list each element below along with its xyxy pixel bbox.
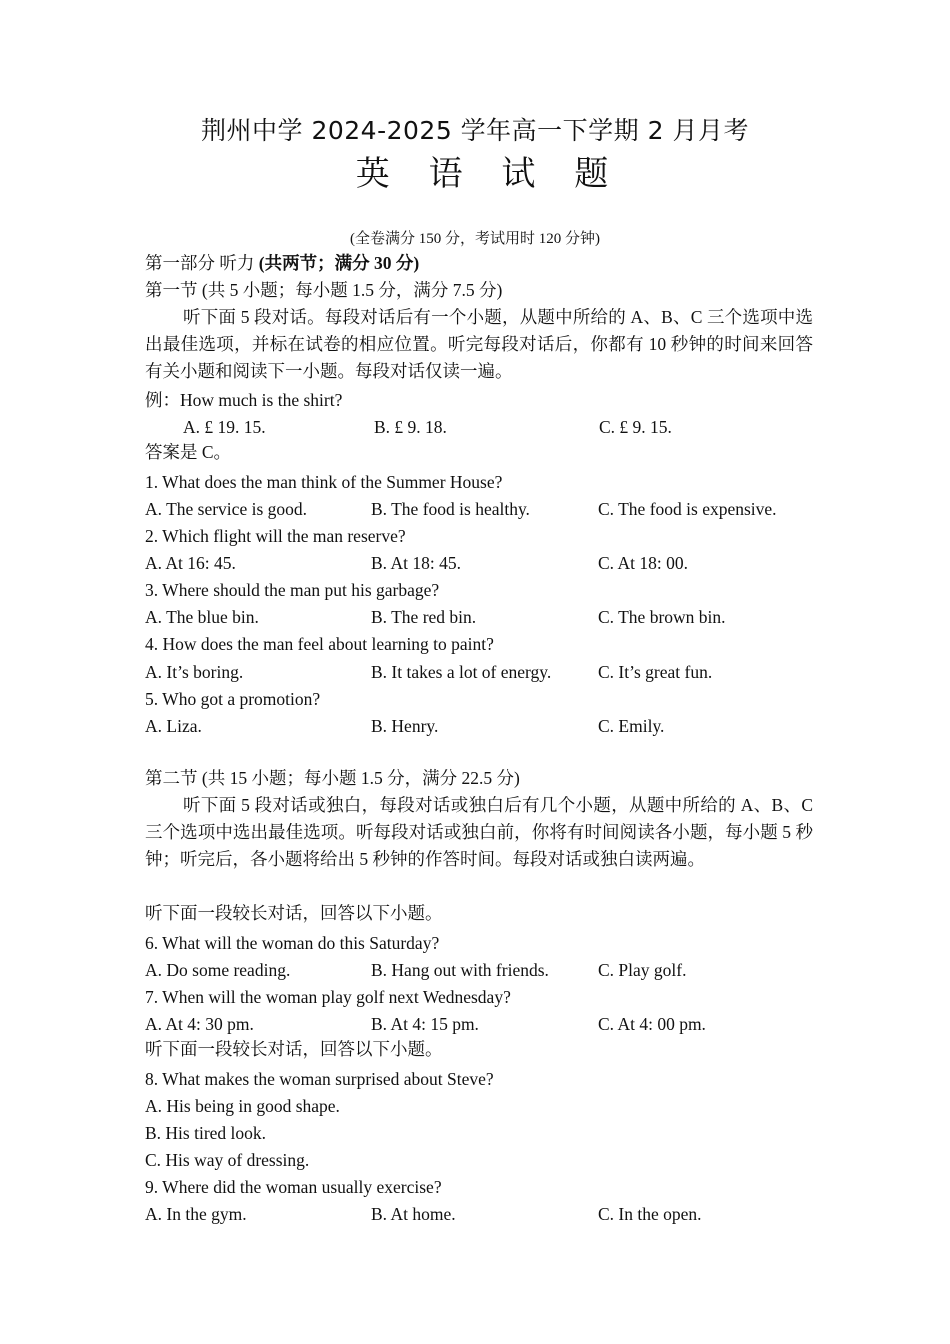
q5-option-c: C. Emily. <box>598 716 665 736</box>
part1-heading <box>145 252 419 274</box>
q3-option-b: B. The red bin. <box>371 607 477 627</box>
part1-heading-score: (共两节；满分 30 分) <box>258 253 420 273</box>
example-option-c: C. £ 9. 15. <box>599 417 672 437</box>
q6-option-b: B. Hang out with friends. <box>371 960 549 980</box>
q2-option-c: C. At 18: 00. <box>598 553 688 573</box>
q1-option-a: A. The service is good. <box>145 499 308 519</box>
q9-option-b: B. At home. <box>371 1204 456 1224</box>
example-option-b: B. £ 9. 18. <box>374 417 447 437</box>
score-note: (全卷满分 150 分，考试用时 120 分钟) <box>350 231 600 247</box>
q3-option-a: A. The blue bin. <box>145 607 259 627</box>
q4-option-a: A. It’s boring. <box>145 662 244 682</box>
q2-option-a: A. At 16: 45. <box>145 553 236 573</box>
section1-heading: 第一节 (共 5 小题；每小题 1.5 分，满分 7.5 分) <box>145 280 503 300</box>
section2-heading: 第二节 (共 15 小题；每小题 1.5 分，满分 22.5 分) <box>145 768 520 788</box>
question-5: 5. Who got a promotion? <box>145 689 321 709</box>
q5-option-b: B. Henry. <box>371 716 439 736</box>
dialog-intro-2: 听下面一段较长对话，回答以下小题。 <box>145 1039 443 1059</box>
part1-heading-label: 第一部分 听力 <box>145 253 259 273</box>
question-4: 4. How does the man feel about learning to paint? <box>145 634 494 654</box>
q7-option-a: A. At 4: 30 pm. <box>145 1014 254 1034</box>
example-question: 例：How much is the shirt? <box>145 390 343 410</box>
q7-option-b: B. At 4: 15 pm. <box>371 1014 479 1034</box>
dialog-intro-1: 听下面一段较长对话，回答以下小题。 <box>145 903 443 923</box>
q4-option-b: B. It takes a lot of energy. <box>371 662 552 682</box>
example-option-a: A. £ 19. 15. <box>183 417 266 437</box>
question-2: 2. Which flight will the man reserve? <box>145 526 406 546</box>
question-7: 7. When will the woman play golf next Wednesday? <box>145 987 511 1007</box>
subject-title: 英 语 试 题 <box>355 154 623 194</box>
q8-option-b: B. His tired look. <box>145 1123 267 1143</box>
example-answer: 答案是 C。 <box>145 442 232 462</box>
question-8: 8. What makes the woman surprised about Steve? <box>145 1069 494 1089</box>
q9-option-c: C. In the open. <box>598 1204 702 1224</box>
q3-option-c: C. The brown bin. <box>598 607 726 627</box>
q1-option-c: C. The food is expensive. <box>598 499 777 519</box>
q7-option-c: C. At 4: 00 pm. <box>598 1014 706 1034</box>
q6-option-a: A. Do some reading. <box>145 960 291 980</box>
q9-option-a: A. In the gym. <box>145 1204 247 1224</box>
q8-option-a: A. His being in good shape. <box>145 1096 340 1116</box>
question-6: 6. What will the woman do this Saturday? <box>145 933 440 953</box>
question-1: 1. What does the man think of the Summer House? <box>145 472 503 492</box>
q1-option-b: B. The food is healthy. <box>371 499 530 519</box>
q2-option-b: B. At 18: 45. <box>371 553 461 573</box>
exam-title: 荆州中学 2024-2025 学年高一下学期 2 月月考 <box>201 116 749 145</box>
q8-option-c: C. His way of dressing. <box>145 1150 310 1170</box>
section2-instructions: 听下面 5 段对话或独白，每段对话或独白后有几个小题，从题中所给的 A、B、C 三个选项中选出最佳选项。听每段对话或独白前，你将有时间阅读各小题，每小题 5 秒钟；听完后，各小题将给出 5 秒钟的作答时间。每段对话或独白读两遍。 <box>145 795 813 869</box>
question-3: 3. Where should the man put his garbage? <box>145 580 440 600</box>
q4-option-c: C. It’s great fun. <box>598 662 713 682</box>
question-9: 9. Where did the woman usually exercise? <box>145 1177 442 1197</box>
section1-instructions: 听下面 5 段对话。每段对话后有一个小题，从题中所给的 A、B、C 三个选项中选出最佳选项，并标在试卷的相应位置。听完每段对话后，你都有 10 秒钟的时间来回答有关小题和阅读下一小题。每段对话仅读一遍。 <box>145 307 813 381</box>
q5-option-a: A. Liza. <box>145 716 202 736</box>
q6-option-c: C. Play golf. <box>598 960 687 980</box>
